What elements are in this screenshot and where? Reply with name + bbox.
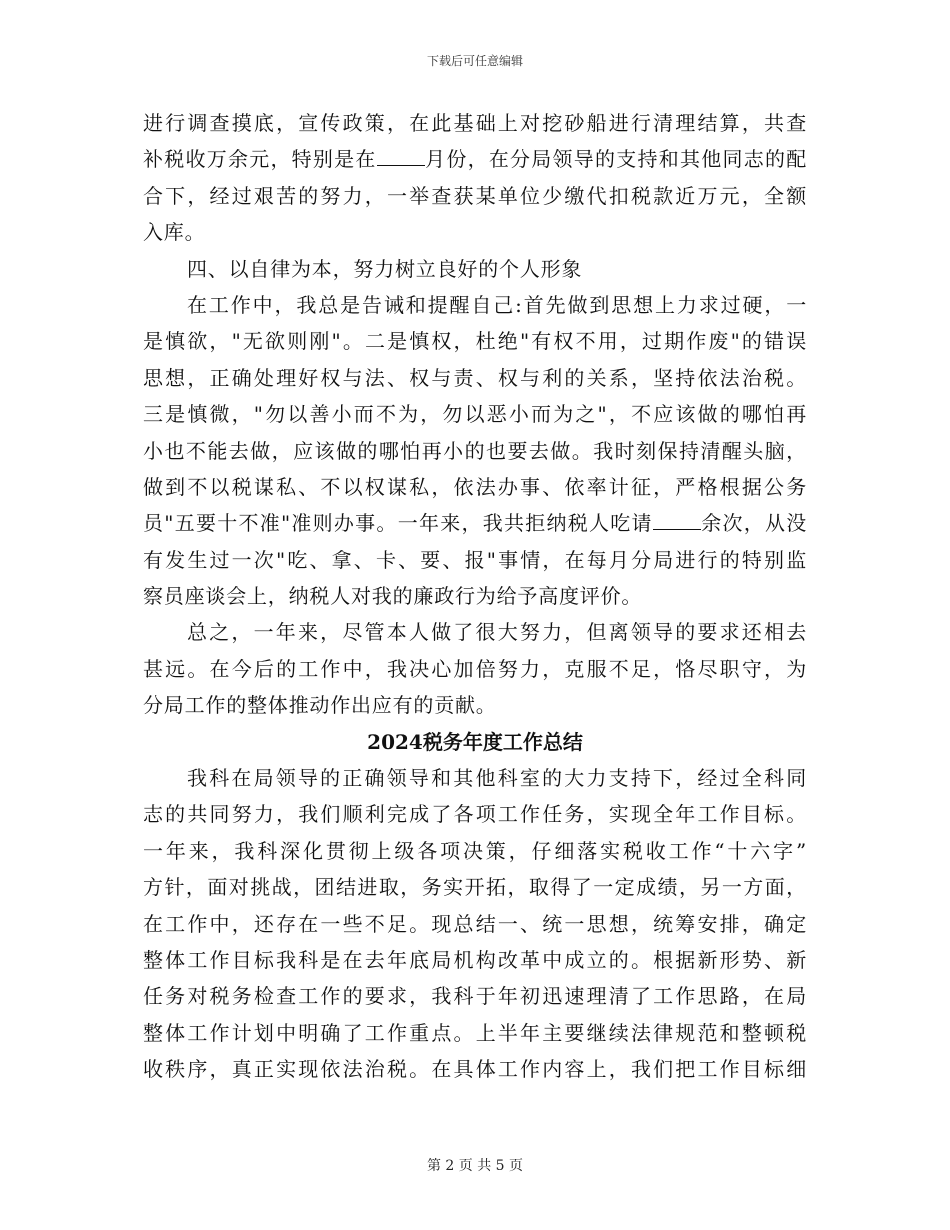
blank-underline: [377, 143, 425, 166]
text-segment: 一年来，我科深化贯彻上级各项决策，仔细落实税收工作“十六字”: [143, 838, 807, 863]
text-line: [143, 760, 807, 796]
text-segment: 分局工作的整体推动作出应有的贡献。: [143, 693, 497, 718]
text-line: [143, 542, 807, 578]
text-segment: 四、以自律为本，努力树立良好的个人形象: [187, 256, 583, 281]
text-segment: 志的共同努力，我们顺利完成了各项工作任务，实现全年工作目标。: [143, 802, 807, 827]
text-segment: 总之，一年来，尽管本人做了很大努力，但离领导的要求还相去: [187, 620, 807, 645]
text-segment: 我科在局领导的正确领导和其他科室的大力支持下，经过全科同: [187, 766, 807, 791]
text-line: [143, 942, 807, 978]
page-header: 下载后可任意编辑: [426, 54, 523, 68]
text-segment: 有发生过一次"吃、拿、卡、要、报"事情，在每月分局进行的特别监: [143, 547, 807, 572]
text-segment: 小也不能去做，应该做的哪怕再小的也要去做。我时刻保持清醒头脑，: [143, 438, 807, 463]
text-line: [143, 396, 807, 432]
text-line: [143, 687, 807, 723]
text-line: [143, 105, 807, 141]
text-line: [143, 1051, 807, 1087]
text-line: [143, 614, 807, 650]
text-line: [143, 433, 807, 469]
text-line: [143, 141, 807, 177]
text-line: [143, 360, 807, 396]
text-line: [143, 214, 807, 250]
text-line: [143, 833, 807, 869]
text-segment: 甚远。在今后的工作中，我决心加倍努力，克服不足，恪尽职守，为: [143, 656, 807, 681]
text-segment: 员"五要十不准"准则办事。一年来，我共拒纳税人吃请: [143, 511, 653, 536]
text-segment: 整体工作目标我科是在去年底局机构改革中成立的。根据新形势、新: [143, 947, 807, 972]
page-footer: 第 2 页 共 5 页: [426, 1158, 524, 1174]
text-line: [143, 287, 807, 323]
text-segment: 整体工作计划中明确了工作重点。上半年主要继续法律规范和整顿税: [143, 1020, 807, 1045]
text-segment: 思想，正确处理好权与法、权与责、权与利的关系，坚持依法治税。: [143, 365, 807, 390]
text-segment: 三是慎微，"勿以善小而不为，勿以恶小而为之"，不应该做的哪怕再: [143, 402, 807, 427]
text-segment: 收秩序，真正实现依法治税。在具体工作内容上，我们把工作目标细: [143, 1057, 807, 1082]
text-segment: 进行调查摸底，宣传政策，在此基础上对挖砂船进行清理结算，共查: [143, 111, 807, 135]
text-segment: 在工作中，我总是告诫和提醒自己:首先做到思想上力求过硬，一: [187, 292, 807, 317]
document-body: [143, 105, 807, 1088]
text-segment: 察员座谈会上，纳税人对我的廉政行为给予高度评价。: [143, 584, 643, 609]
text-line: [143, 178, 807, 214]
section-part-1: [143, 105, 807, 724]
text-line: [143, 796, 807, 832]
text-segment: 方针，面对挑战，团结进取，务实开拓，取得了一定成绩，另一方面，: [143, 875, 807, 900]
text-segment: 月份，在分局领导的支持和其他同志的配: [424, 147, 807, 172]
text-segment: 入库。: [143, 220, 206, 245]
section-title: 2024税务年度工作总结: [367, 729, 583, 754]
blank-underline: [653, 507, 701, 530]
section-part-2: [143, 760, 807, 1088]
text-line: [143, 469, 807, 505]
text-segment: 补税收万余元，特别是在: [143, 147, 377, 172]
text-segment: 任务对税务检查工作的要求，我科于年初迅速理清了工作思路，在局: [143, 984, 807, 1009]
text-line: [143, 323, 807, 359]
text-line: [143, 505, 807, 541]
text-line: [143, 251, 807, 287]
text-line: [143, 1015, 807, 1051]
text-segment: 在工作中，还存在一些不足。现总结一、统一思想，统筹安排，确定: [143, 911, 807, 936]
text-line: [143, 869, 807, 905]
text-segment: 余次，从没: [700, 511, 807, 536]
text-line: [143, 906, 807, 942]
text-line: [143, 578, 807, 614]
text-line: [143, 978, 807, 1014]
text-segment: 合下，经过艰苦的努力，一举查获某单位少缴代扣税款近万元，全额: [143, 183, 807, 208]
text-line: [143, 651, 807, 687]
text-segment: 是慎欲，"无欲则刚"。二是慎权，杜绝"有权不用，过期作废"的错误: [143, 329, 807, 354]
text-segment: 做到不以税谋私、不以权谋私，依法办事、依率计征，严格根据公务: [143, 474, 807, 499]
